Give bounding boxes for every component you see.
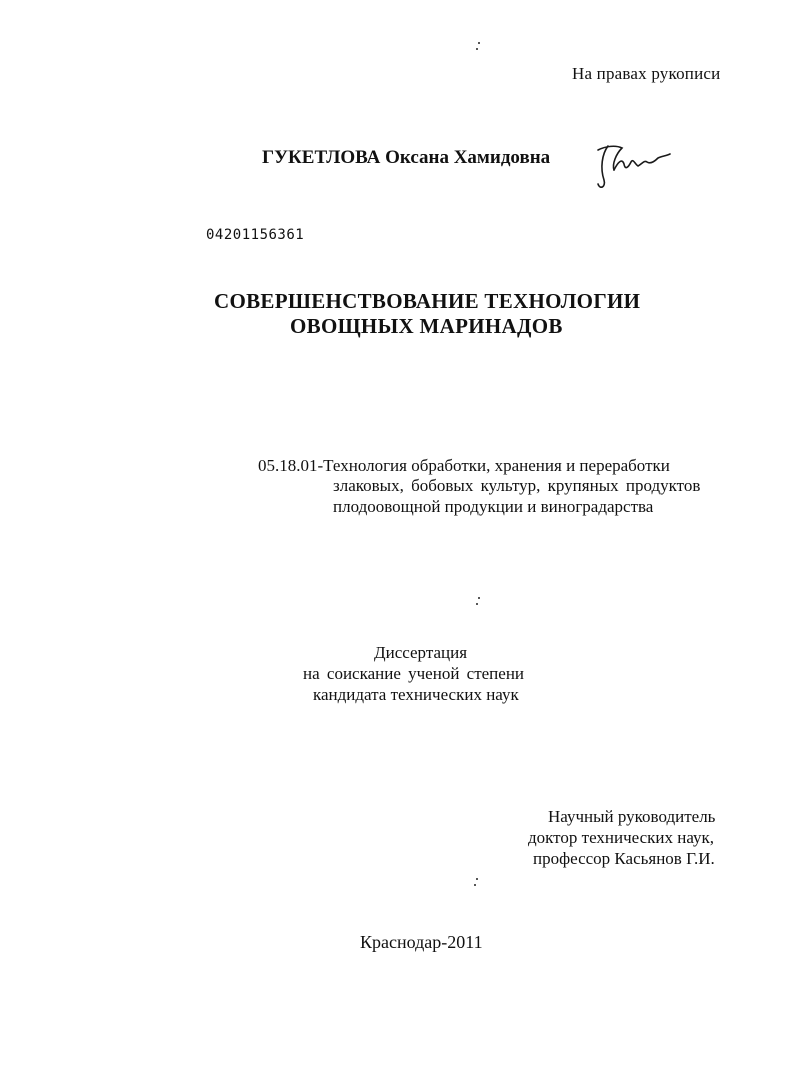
- supervisor-line-2: доктор технических наук,: [528, 828, 715, 847]
- specialty-line-2: злаковых, бобовых культур, крупяных продуктов: [333, 476, 701, 495]
- scan-mark-middle: [476, 597, 482, 607]
- title-line-1: СОВЕРШЕНСТВОВАНИЕ ТЕХНОЛОГИИ: [214, 289, 641, 313]
- dissertation-line-3: кандидата технических наук: [313, 685, 519, 704]
- supervisor-line-3: профессор Касьянов Г.И.: [533, 849, 715, 868]
- specialty-line-1: 05.18.01-Технология обработки, хранения и переработки: [258, 456, 670, 475]
- city-year: Краснодар-2011: [360, 932, 483, 952]
- title-line-2: ОВОЩНЫХ МАРИНАДОВ: [290, 314, 563, 338]
- supervisor-line-1: Научный руководитель: [548, 807, 716, 826]
- handwritten-signature-icon: [594, 140, 672, 192]
- scan-mark-bottom: [474, 878, 480, 888]
- registry-code: 04201156361: [206, 227, 305, 243]
- rights-note: На правах рукописи: [572, 64, 721, 83]
- author-name: ГУКЕТЛОВА Оксана Хамидовна: [262, 147, 551, 168]
- dissertation-line-1: Диссертация: [374, 643, 468, 662]
- scan-mark-top: [476, 42, 482, 52]
- dissertation-line-2: на соискание ученой степени: [303, 664, 525, 683]
- specialty-line-3: плодоовощной продукции и виноградарства: [333, 497, 654, 516]
